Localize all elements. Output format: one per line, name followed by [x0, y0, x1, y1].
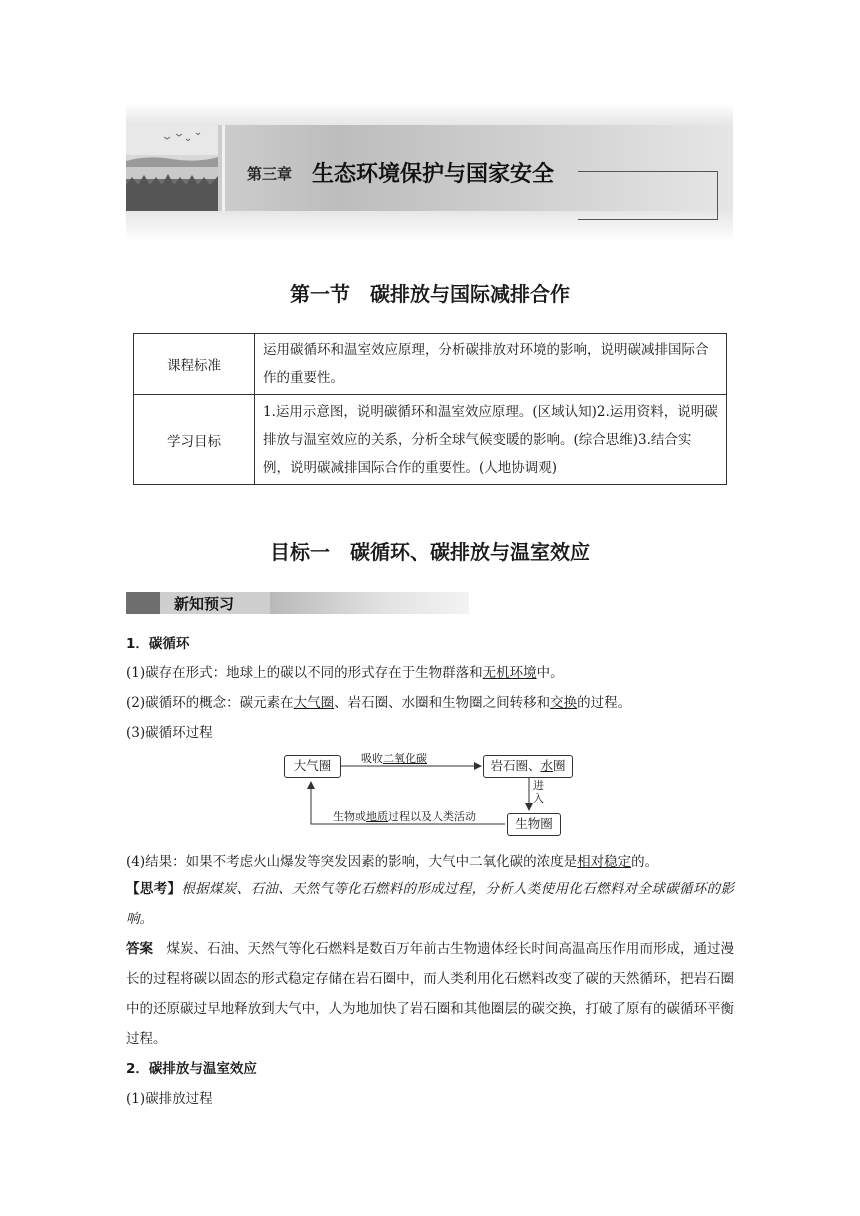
- text: (2)碳循环的概念：碳元素在: [126, 695, 294, 711]
- label-text: 二氧化碳: [383, 752, 427, 765]
- label-text: 过程以及人类活动: [388, 810, 476, 823]
- paragraph-carbon-forms: [126, 661, 564, 681]
- answer-block: [126, 934, 734, 1054]
- answer-blank: 相对稳定: [577, 854, 632, 870]
- carbon-cycle-diagram: [283, 750, 573, 838]
- answer-blank: 大气圈: [293, 695, 335, 711]
- paragraph-carbon-concept: [126, 691, 631, 711]
- row-label: 课程标准: [134, 334, 255, 395]
- banner-frame: [578, 171, 718, 220]
- node-text: 圈: [553, 758, 566, 773]
- label-text: 吸收: [361, 752, 383, 765]
- node-text: 岩石圈、: [490, 758, 541, 773]
- banner-top-shade: [126, 103, 733, 125]
- text: 、岩石圈、水圈和生物圈之间转移和: [334, 695, 551, 711]
- chapter-banner: [126, 103, 733, 241]
- row-content: 运用碳循环和温室效应原理，分析碳排放对环境的影响，说明碳减排国际合作的重要性。: [255, 334, 727, 395]
- label-enter: [533, 779, 544, 805]
- node-text: 水: [540, 758, 553, 773]
- text: 的。: [631, 854, 659, 870]
- paragraph-emission-process: (1)碳排放过程: [126, 1091, 213, 1107]
- heading-emission: 2．碳排放与温室效应: [126, 1061, 257, 1077]
- text: 的过程。: [577, 695, 632, 711]
- section-title: 第一节 碳排放与国际减排合作: [290, 282, 570, 306]
- heading-carbon-cycle: 1．碳循环: [126, 636, 190, 652]
- goal-title: 目标一 碳循环、碳排放与温室效应: [270, 540, 590, 564]
- label-text: 生物或: [333, 810, 366, 823]
- paragraph-cycle-process: (3)碳循环过程: [126, 725, 213, 741]
- chapter-title: 生态环境保护与国家安全: [312, 162, 555, 187]
- node-lithosphere-hydrosphere: [483, 755, 573, 778]
- banner-divider: [222, 125, 225, 211]
- table-row: [134, 334, 727, 395]
- row-label: 学习目标: [134, 395, 255, 485]
- answer-label: 答案: [126, 941, 154, 957]
- label-text: 进: [533, 779, 544, 792]
- text: (4)结果：如果不考虑火山爆发等突发因素的影响，大气中二氧化碳的浓度是: [126, 854, 578, 870]
- text: (1)碳存在形式：地球上的碳以不同的形式存在于生物群落和: [126, 665, 483, 681]
- node-atmosphere: 大气圈: [284, 755, 341, 778]
- think-text: 根据煤炭、石油、天然气等化石燃料的形成过程，分析人类使用化石燃料对全球碳循环的影响。: [126, 881, 735, 927]
- paragraph-result: [126, 850, 658, 870]
- label-return: [333, 808, 476, 824]
- think-label: 【思考】: [126, 881, 182, 897]
- bar-dark-segment: [126, 592, 160, 614]
- text: 中。: [536, 665, 564, 681]
- chapter-label: 第三章: [247, 165, 293, 183]
- new-knowledge-label: 新知预习: [174, 595, 235, 613]
- node-biosphere: 生物圈: [507, 813, 561, 836]
- label-text: 入: [533, 792, 544, 805]
- label-absorb: [361, 750, 427, 766]
- standards-table: [133, 333, 727, 485]
- new-knowledge-bar: [126, 592, 469, 614]
- think-question: [126, 874, 734, 934]
- answer-text: 煤炭、石油、天然气等化石燃料是数百万年前古生物遗体经长时间高温高压作用而形成，通过漫长的过程将碳以固态的形式稳定存储在岩石圈中，而人类利用化石燃料改变了碳的天然循环，把岩石圈中的还原碳过早地释放到大气中，人为地加快了岩石圈和其他圈层的碳交换，打破了原有的碳循环平衡过程。: [126, 941, 735, 1047]
- table-row: [134, 395, 727, 485]
- answer-blank: 交换: [550, 695, 578, 711]
- answer-blank: 无机环境: [482, 665, 537, 681]
- label-text: 地质: [366, 810, 388, 823]
- row-content: 1.运用示意图，说明碳循环和温室效应原理。(区域认知)2.运用资料，说明碳排放与温室效应的关系，分析全球气候变暖的影响。(综合思维)3.结合实例，说明碳减排国际合作的重要性。(人地协调观): [255, 395, 727, 485]
- wetland-photo: [126, 125, 218, 211]
